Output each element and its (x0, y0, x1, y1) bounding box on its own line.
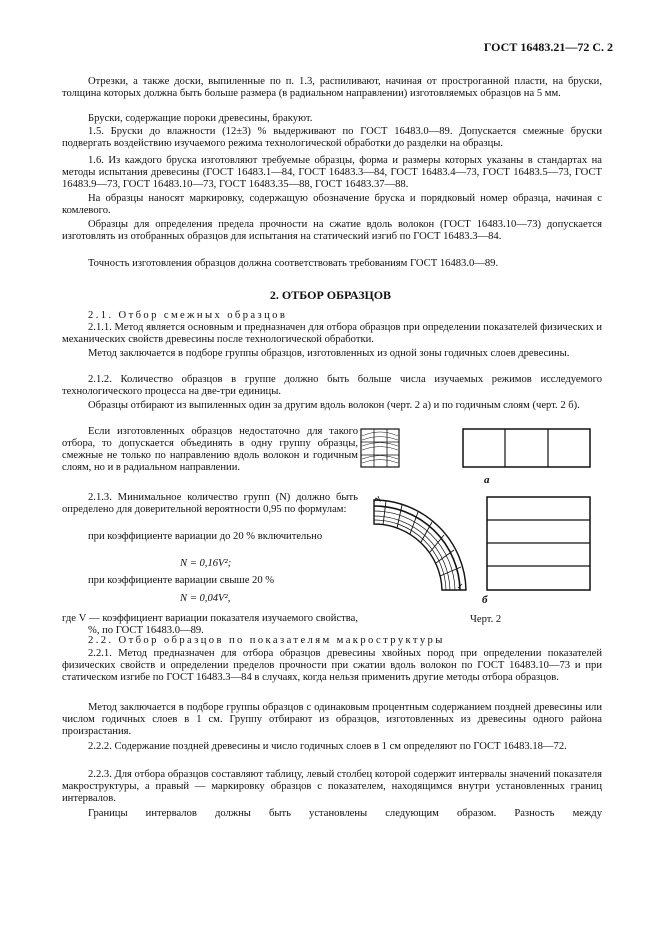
paragraph-cutting: Отрезки, а также доски, выпиленные по п. 1.3, распиливают, начиная от прострoганной пласти, на бруски, толщина которых должна быть больше размера (в радиальном направлении) изготовляемых образцов на 5 мм. (62, 76, 602, 100)
figure-a-blocks (462, 428, 592, 468)
figure-b-label: б (482, 594, 488, 606)
paragraph-variation-high: при коэффициенте вариации свыше 20 % (88, 575, 275, 586)
paragraph-marking: На образцы наносят маркировку, содержащую обозначение бруска и порядковый номер образца, начиная с комлевого. (62, 193, 602, 217)
subsection-2-1-title: 2.1. Отбор смежных образцов (88, 310, 288, 321)
paragraph-2-1-1: 2.1.1. Метод является основным и предназначен для отбора образцов при определении показателей физических и механических свойств древесины после технологической обработки. (62, 322, 602, 346)
paragraph-accuracy: Точность изготовления образцов должна соответствовать требованиям ГОСТ 16483.0—89. (88, 258, 499, 269)
paragraph-1-6: 1.6. Из каждого бруска изготовляют требуемые образцы, форма и размеры которых указаны в стандартах на методы испытания древесины (ГОСТ 16483.1—84, ГОСТ 16483.3—84, ГОСТ 16483.4—73, ГОСТ 16483.5—73, ГОСТ 16483.9—73, ГОСТ 16483.10—73, ГОСТ 16483.35—88, ГОСТ 16483.37—88. (62, 155, 602, 191)
section-title: 2. ОТБОР ОБРАЗЦОВ (269, 288, 392, 302)
paragraph-2-1-2-c: Если изготовленных образцов недостаточно для такого отбора, то допускается объединять в одну группу образцы, смежные не только по направлению вдоль волокон и годичным слоям, но и в радиальном направлении. (62, 426, 358, 474)
subsection-2-2-title: 2.2. Отбор образцов по показателям макроструктуры (88, 635, 445, 646)
formula-2: N = 0,04V², (180, 593, 231, 604)
paragraph-2-2-3: 2.2.3. Для отбора образцов составляют таблицу, левый столбец которой содержит интервалы значений показателя макроструктуры, а правый — маркировку образцов с показателем, находящимся внутри установленных границ интервалов. (62, 769, 602, 805)
paragraph-variation-low: при коэффициенте вариации до 20 % включительно (88, 531, 323, 542)
paragraph-2-2-2: 2.2.2. Содержание поздней древесины и число годичных слоев в 1 см определяют по ГОСТ 16483.18—72. (88, 741, 567, 752)
figure-a-label: а (484, 474, 490, 486)
paragraph-2-2-3-b: Границы интервалов должны быть установлены следующим образом. Разность между (88, 808, 602, 819)
paragraph-where-v: где V — коэффициент вариации показателя изучаемого свойства, %, по ГОСТ 16483.0—89. (62, 613, 358, 637)
paragraph-2-1-2: 2.1.2. Количество образцов в группе должно быть больше числа изучаемых режимов исследуемого технологического процесса на две-три единицы. (62, 374, 602, 398)
page-header: ГОСТ 16483.21—72 С. 2 (483, 40, 613, 54)
figure-a-cross-section (360, 428, 400, 468)
formula-1: N = 0,16V²; (180, 558, 232, 569)
paragraph-2-2-1-b: Метод заключается в подборе группы образцов с одинаковым процентным содержанием поздней древесины или числом годичных слоев в 1 см. Группу отбирают из образцов, изготовленных из древесины одного района произрастания. (62, 702, 602, 738)
paragraph-2-1-2-b: Образцы отбирают из выпиленных один за другим вдоль волокон (черт. 2 а) и по годичным слоям (черт. 2 б). (88, 400, 580, 411)
figure-b-arc (372, 492, 472, 592)
paragraph-2-1-1-b: Метод заключается в подборе группы образцов, изготовленных из одной зоны годичных слоев древесины. (88, 348, 570, 359)
paragraph-2-1-3: 2.1.3. Минимальное количество групп (N) должно быть определено для доверительной вероятности 0,95 по формулам: (62, 492, 358, 516)
paragraph-compression: Образцы для определения предела прочности на сжатие вдоль волокон (ГОСТ 16483.10—73) допускается изготовлять из отобранных образцов для испытания на статический изгиб по ГОСТ 16483.3—84. (62, 219, 602, 243)
paragraph-1-5: 1.5. Бруски до влажности (12±3) % выдерживают по ГОСТ 16483.0—89. Допускается смежные бруски подвергать воздействию изучаемого режима технологической обработки до разделки на образцы. (62, 126, 602, 150)
paragraph-2-2-1: 2.2.1. Метод предназначен для отбора образцов древесины хвойных пород при определении показателей физических свойств и определении пределов прочности при сжатии вдоль волокон по ГОСТ 16483.10—73 и при статическом изгибе по ГОСТ 16483.3—84 в случаях, когда нельзя применить другие методы отбора образцов. (62, 648, 602, 684)
figure-caption: Черт. 2 (470, 614, 502, 625)
figure-b-blocks (486, 496, 592, 592)
paragraph-defects: Бруски, содержащие пороки древесины, бракуют. (88, 113, 313, 124)
